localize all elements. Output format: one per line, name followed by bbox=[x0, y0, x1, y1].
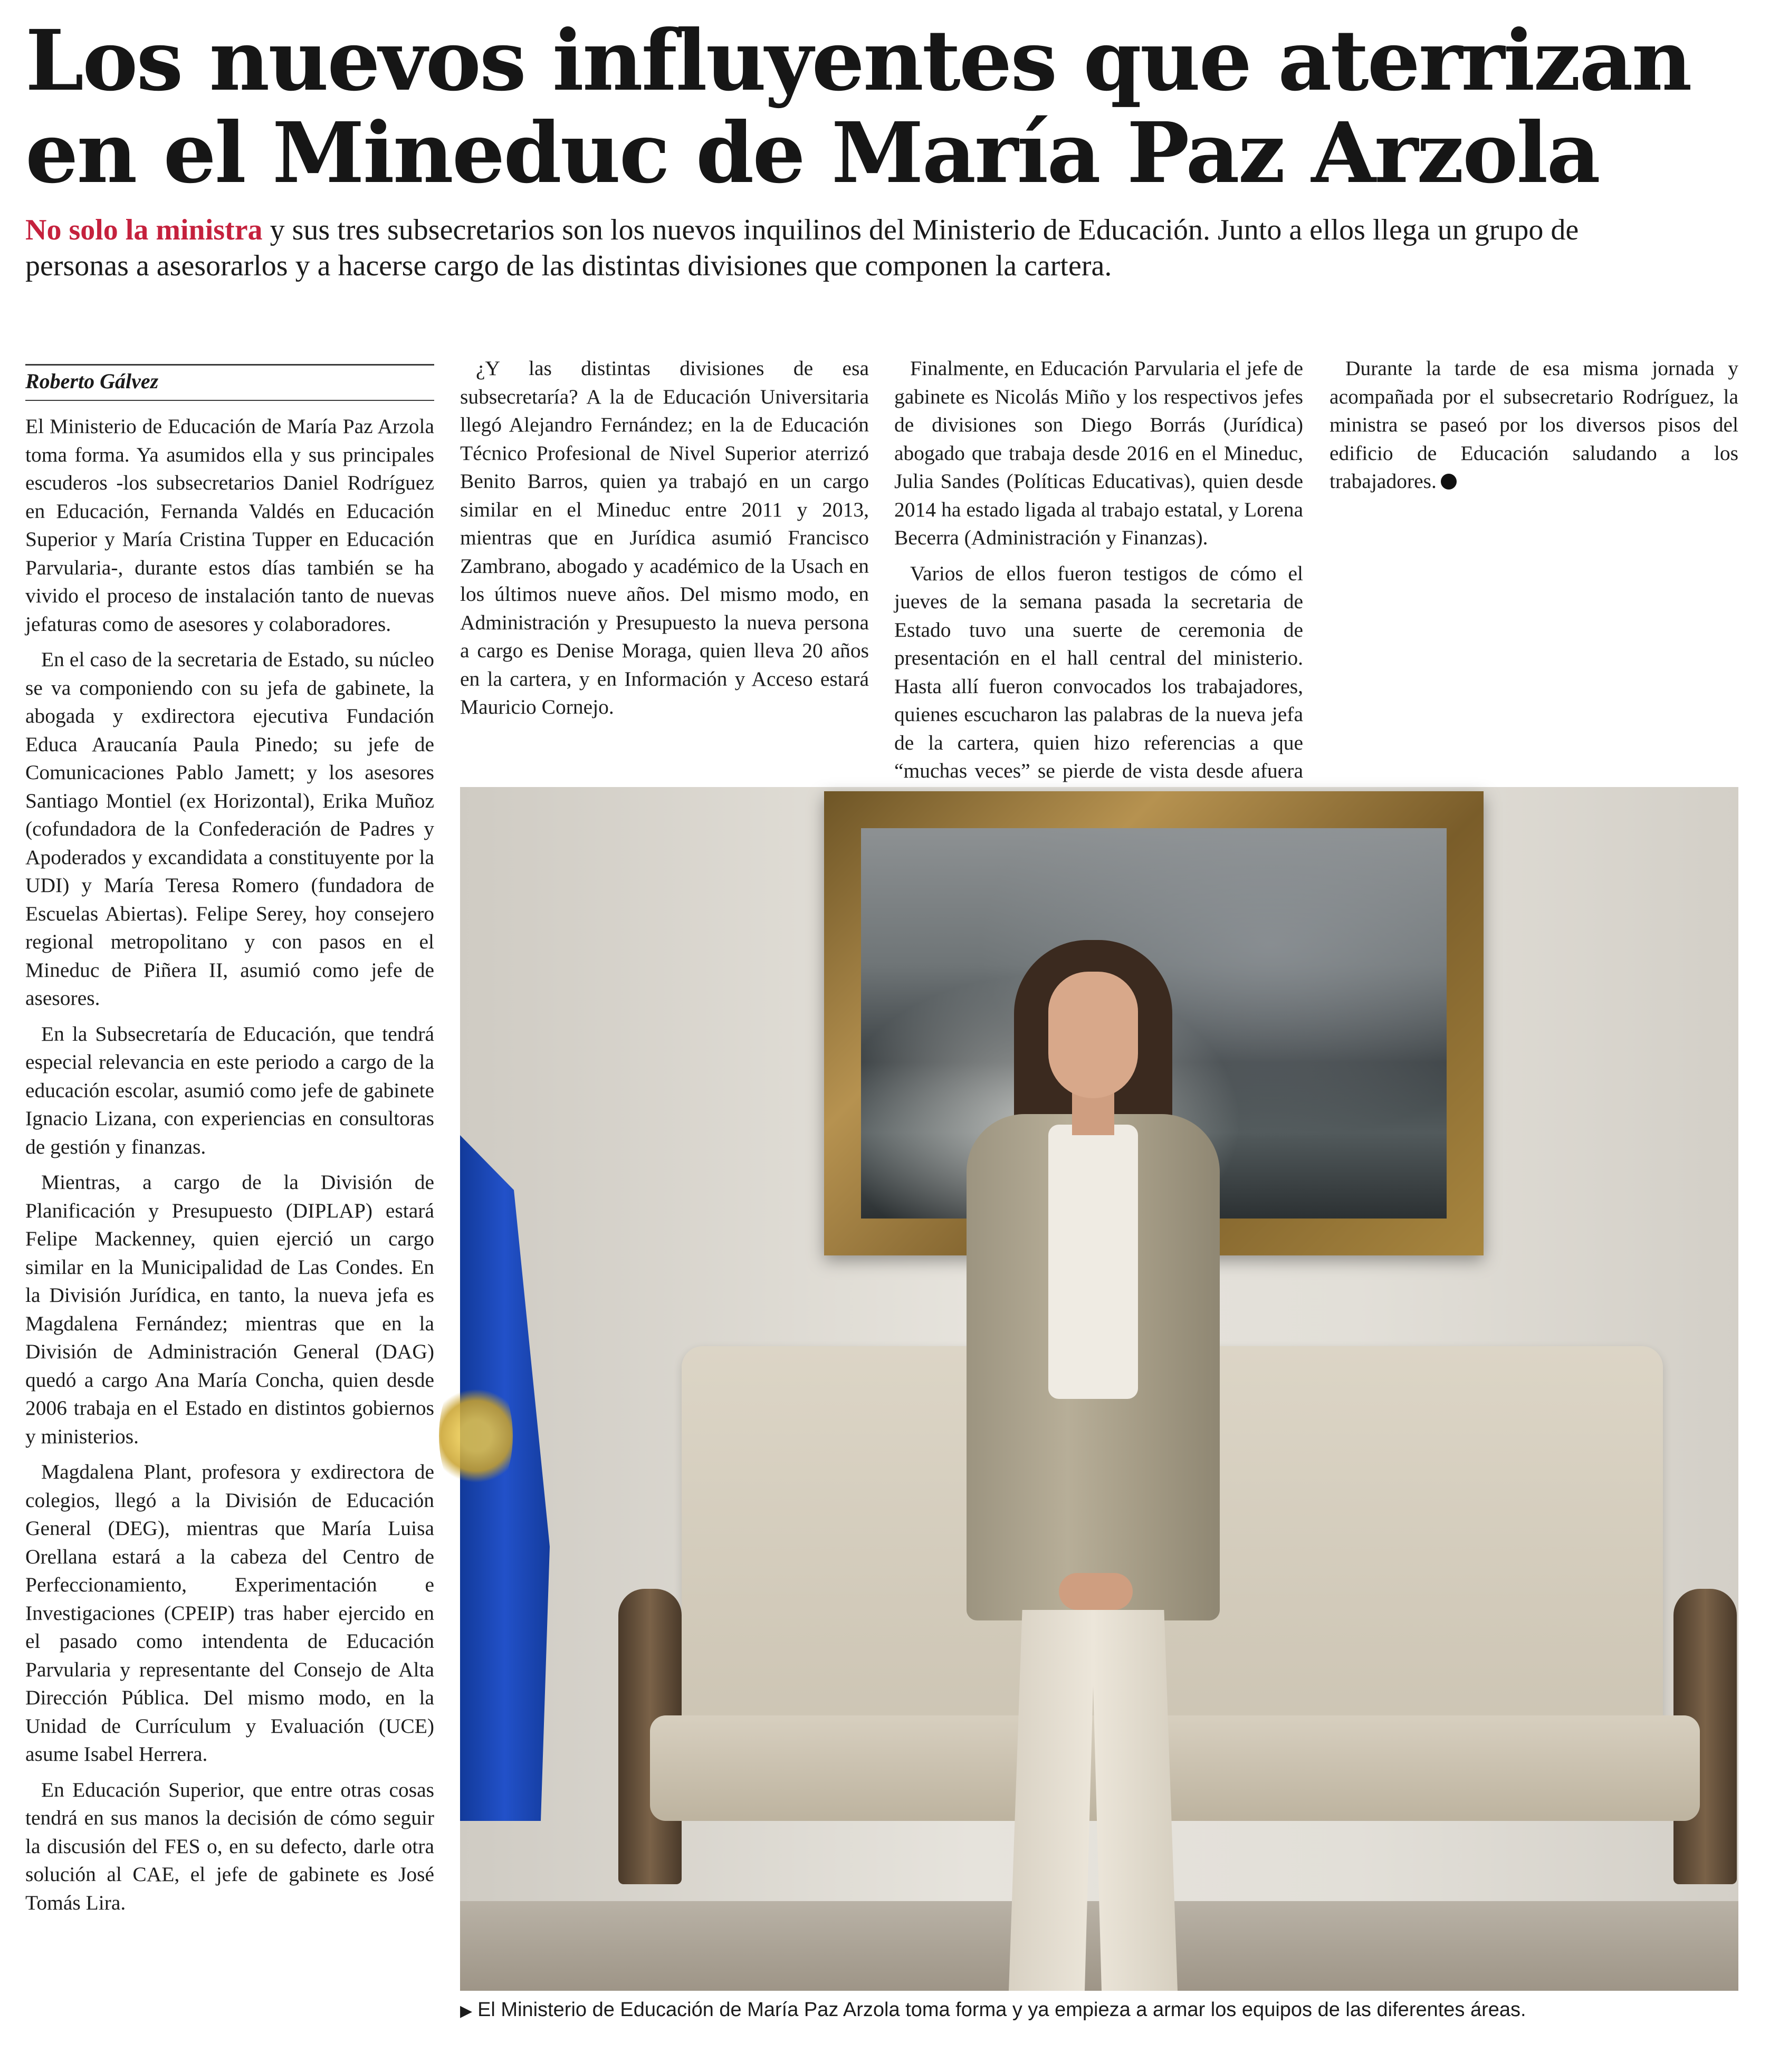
paragraph-text: Durante la tarde de esa misma jornada y acompañada por el subsecretario Rodríguez, la ministra se paseó por los diversos pisos del edificio de Educación saludando a los trabajadores. bbox=[1330, 357, 1738, 493]
shirt bbox=[1048, 1125, 1138, 1399]
column-3 bbox=[894, 354, 1303, 782]
column-2 bbox=[460, 354, 869, 755]
paragraph bbox=[1330, 354, 1738, 496]
trousers bbox=[1009, 1610, 1178, 1991]
deck-lead: No solo la ministra bbox=[25, 214, 263, 246]
hands bbox=[1059, 1573, 1133, 1610]
headline-line-2: en el Mineduc de María Paz Arzola bbox=[25, 104, 1599, 202]
paragraph: Magdalena Plant, profesora y exdirectora de colegios, llegó a la División de Educación General (DEG), mientras que María Luisa Orellana estará a la cabeza del Centro de Perfeccionamiento, Experimentación e Investigaciones (CPEIP) tras haber ejercido en el pasado como intendenta de Educación Parvularia y representante del Consejo de Alta Dirección Pública. Del mismo modo, en la Unidad de Currículum y Evaluación (UCE) asume Isabel Herrera. bbox=[25, 1460, 434, 1766]
deck bbox=[25, 212, 1608, 284]
headline bbox=[25, 12, 1740, 202]
column-1 bbox=[25, 413, 434, 2048]
byline: Roberto Gálvez bbox=[25, 369, 159, 393]
headline-line-1: Los nuevos influyentes que aterrizan bbox=[25, 12, 1691, 110]
paragraph: Mientras, a cargo de la División de Planificación y Presupuesto (DIPLAP) estará Felipe Mackenney, quien ejerció un cargo similar en la Municipalidad de Las Condes. En la División Jurídica, en tanto, la nueva jefa es Magdalena Fernández; mientras que en la División de Administración General (DAG) quedó a cargo Ana María Concha, quien desde 2006 trabaja en el Estado en distintos gobiernos y ministerios. bbox=[25, 1171, 434, 1448]
byline-top-rule bbox=[25, 364, 434, 366]
paragraph: Finalmente, en Educación Parvularia el jefe de gabinete es Nicolás Miño y los respectivos jefes de divisiones son Diego Borrás (Jurídica) abogado que trabaja desde 2016 en el Mineduc, Julia Sandes (Políticas Educativas), quien desde 2014 ha estado ligada al trabajo estatal, y Lorena Becerra (Administración y Finanzas). bbox=[894, 357, 1303, 549]
photo-caption bbox=[460, 1997, 1738, 2025]
paragraph: El Ministerio de Educación de María Paz Arzola toma forma. Ya asumidos ella y sus principales escuderos -los subsecretarios Daniel Rodríguez en Educación, Fernanda Valdés en Educación Superior y María Cristina Tupper en Educación Parvularia-, durante estos días también se ha vivido el proceso de instalación tanto de nuevas jefaturas como de asesores y colaboradores. bbox=[25, 415, 434, 636]
caption-marker-icon: ▶ bbox=[460, 2002, 473, 2020]
end-mark-icon bbox=[1441, 474, 1457, 490]
paragraph: En la Subsecretaría de Educación, que tendrá especial relevancia en este periodo a cargo de la educación escolar, asumió como jefe de gabinete Ignacio Lizana, con experiencias en consultoras de gestión y finanzas. bbox=[25, 1022, 434, 1158]
paragraph: ¿Y las distintas divisiones de esa subsecretaría? A la de Educación Universitaria llegó Alejandro Fernández; en la de Educación Técnico Profesional de Nivel Superior aterrizó Benito Barros, quien ya trabajó en un cargo similar en el Mineduc entre 2011 y 2013, mientras que en Jurídica asumió Francisco Zambrano, abogado y académico de la Usach en los últimos nueve años. Del mismo modo, en Administración y Presupuesto la nueva persona a cargo es Denise Moraga, quien lleva 20 años en la cartera, y en Información y Acceso estará Mauricio Cornejo. bbox=[460, 357, 869, 718]
face bbox=[1048, 972, 1138, 1098]
deck-text: y sus tres subsecretarios son los nuevos inquilinos del Ministerio de Educación. Junto a ellos llega un grupo de personas a asesorarlos y a hacerse cargo de las distintas divisiones que componen la cartera. bbox=[25, 214, 1579, 282]
minister-figure bbox=[460, 787, 1738, 1991]
caption-text: El Ministerio de Educación de María Paz Arzola toma forma y ya empieza a armar los equipos de las diferentes áreas. bbox=[477, 1999, 1526, 2021]
paragraph: En Educación Superior, que entre otras cosas tendrá en sus manos la decisión de cómo seguir la discusión del FES o, en su defecto, darle otra solución al CAE, el jefe de gabinete es José Tomás Lira. bbox=[25, 1778, 434, 1914]
byline-bottom-rule bbox=[25, 400, 434, 401]
paragraph: Varios de ellos fueron testigos de cómo el jueves de la semana pasada la secretaria de Estado tuvo una suerte de ceremonia de presentación en el hall central del ministerio. Hasta allí fueron convocados los trabajadores, quienes escucharon las palabras de la nueva jefa de la cartera, quien hizo referencias a que “muchas veces” se pierde de vista desde afuera bbox=[894, 561, 1303, 782]
column-4 bbox=[1330, 354, 1738, 755]
paragraph: En el caso de la secretaria de Estado, su núcleo se va componiendo con su jefa de gabinete, la abogada y exdirectora ejecutiva Fundación Educa Araucanía Paula Pinedo; su jefe de Comunicaciones Pablo Jamett; y los asesores Santiago Montiel (ex Horizontal), Erika Muñoz (cofundadora de la Confederación de Padres y Apoderados y excandidata a constituyente por la UDI) y María Teresa Romero (fundadora de Escuelas Abiertas). Felipe Serey, hoy consejero regional metropolitano y con pasos en el Mineduc de Piñera II, asumió como jefe de asesores. bbox=[25, 648, 434, 1010]
minister-photo bbox=[460, 787, 1738, 1991]
